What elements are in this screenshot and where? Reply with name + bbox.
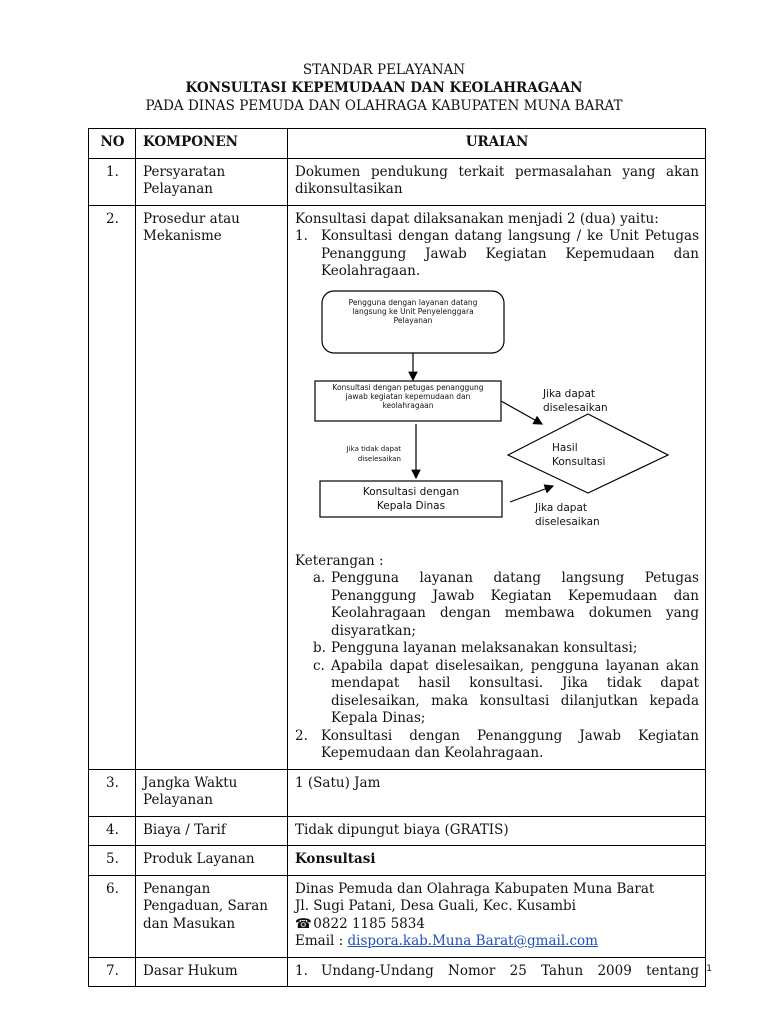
procedure-list [295,228,699,281]
row-number: 1. [89,158,136,205]
table-row [89,769,706,816]
flow-decision-text: Hasil Konsultasi [552,441,606,468]
phone-icon: ☎ [295,915,312,932]
row-komponen: Produk Layanan [136,846,288,876]
office-phone [295,916,699,934]
list-item-text: Undang-Undang Nomor 25 Tahun 2009 tentang [321,962,699,979]
list-marker: c. [313,657,325,674]
list-item [313,658,699,728]
header-komponen: KOMPONEN [136,129,288,159]
row-komponen: Jangka Waktu Pelayanan [136,769,288,816]
legal-basis-list [295,963,699,981]
office-name: Dinas Pemuda dan Olahraga Kabupaten Muna Barat [295,880,655,897]
row-number: 3. [89,769,136,816]
row-komponen: Persyaratan Pelayanan [136,158,288,205]
row-komponen: Penangan Pengaduan, Saran dan Masukan [136,875,288,957]
flow-label: Jika dapat diselesaikan [543,387,608,414]
keterangan-title: Keterangan : [295,552,384,569]
list-marker: 1. [295,962,308,979]
table-row [89,158,706,205]
doc-title-line1: STANDAR PELAYANAN [302,62,466,78]
row-komponen: Dasar Hukum [136,957,288,987]
list-item-text: Konsultasi dengan Penanggung Jawab Kegiatan Kepemudaan dan Keolahragaan. [321,727,699,761]
row-uraian: Konsultasi [288,846,706,876]
procedure-list [295,728,699,763]
table-row [89,205,706,769]
table-row [89,816,706,846]
doc-title-line3: PADA DINAS PEMUDA DAN OLAHRAGA KABUPATEN MUNA BARAT [145,98,623,114]
flow-label: Jika dapat diselesaikan [535,501,600,528]
header-uraian: URAIAN [288,129,706,159]
email-link[interactable]: dispora.kab.Muna Barat@gmail.com [347,933,598,949]
list-marker: 2. [295,727,308,744]
list-item [295,228,699,281]
service-standard-table [88,128,706,987]
list-item [313,640,699,658]
row-uraian: Dokumen pendukung terkait permasalahan yang akan dikonsultasikan [288,158,706,205]
row-number: 5. [89,846,136,876]
list-item-text: Pengguna layanan melaksanakan konsultasi; [331,640,638,656]
flow-diagram [295,283,699,545]
list-marker: b. [313,640,326,656]
list-item-text: Pengguna layanan datang langsung Petugas Penanggung Jawab Kegiatan Kepemudaan dan Keolahragaan dengan membawa dokumen yang disyaratkan; [331,570,699,639]
flow-label: Jika tidak dapat diselesaikan [346,444,401,463]
row-number: 4. [89,816,136,846]
page-number: 1 [706,964,712,974]
list-item [295,728,699,763]
list-marker: 1. [295,228,308,244]
doc-title-line2: KONSULTASI KEPEMUDAAN DAN KEOLAHRAGAAN [185,80,583,96]
office-address: Jl. Sugi Patani, Desa Guali, Kec. Kusambi [295,898,577,914]
keterangan-list [313,570,699,728]
flow-arrow [510,486,553,502]
row-uraian [288,875,706,957]
list-item-text: Apabila dapat diselesaikan, pengguna layanan akan mendapat hasil konsultasi. Jika tidak dapat diselesaikan, maka konsultasi dilanjutkan kepada Kepala Dinas; [331,657,699,726]
row-number: 6. [89,875,136,957]
procedure-intro: Konsultasi dapat dilaksanakan menjadi 2 (dua) yaitu: [295,210,659,227]
row-komponen: Biaya / Tarif [136,816,288,846]
table-row [89,875,706,957]
table-row [89,846,706,876]
flow-process-text: Konsultasi dengan Kepala Dinas [362,485,460,512]
row-number: 7. [89,957,136,987]
row-uraian [288,957,706,987]
office-email [295,933,699,951]
email-label: Email : [295,933,348,949]
row-number: 2. [89,205,136,769]
phone-number: 0822 1185 5834 [313,915,425,932]
list-marker: a. [313,570,326,586]
row-komponen: Prosedur atau Mekanisme [136,205,288,769]
table-row [89,957,706,987]
row-uraian [288,205,706,769]
flow-arrow [501,401,542,424]
list-item [295,963,699,981]
header-no: NO [89,129,136,159]
row-uraian: 1 (Satu) Jam [288,769,706,816]
list-item [313,570,699,640]
row-uraian: Tidak dipungut biaya (GRATIS) [288,816,706,846]
flow-start-text: Pengguna dengan layanan datang langsung ke Unit Penyelenggara Pelayanan [348,297,478,325]
list-item-text: Konsultasi dengan datang langsung / ke Unit Petugas Penanggung Jawab Kegiatan Kepemudaan dan Keolahragaan. [321,228,699,279]
table-header-row [89,129,706,159]
flow-process-text: Konsultasi dengan petugas penanggung jawab kegiatan kepemudaan dan keolahragaan [332,382,484,410]
